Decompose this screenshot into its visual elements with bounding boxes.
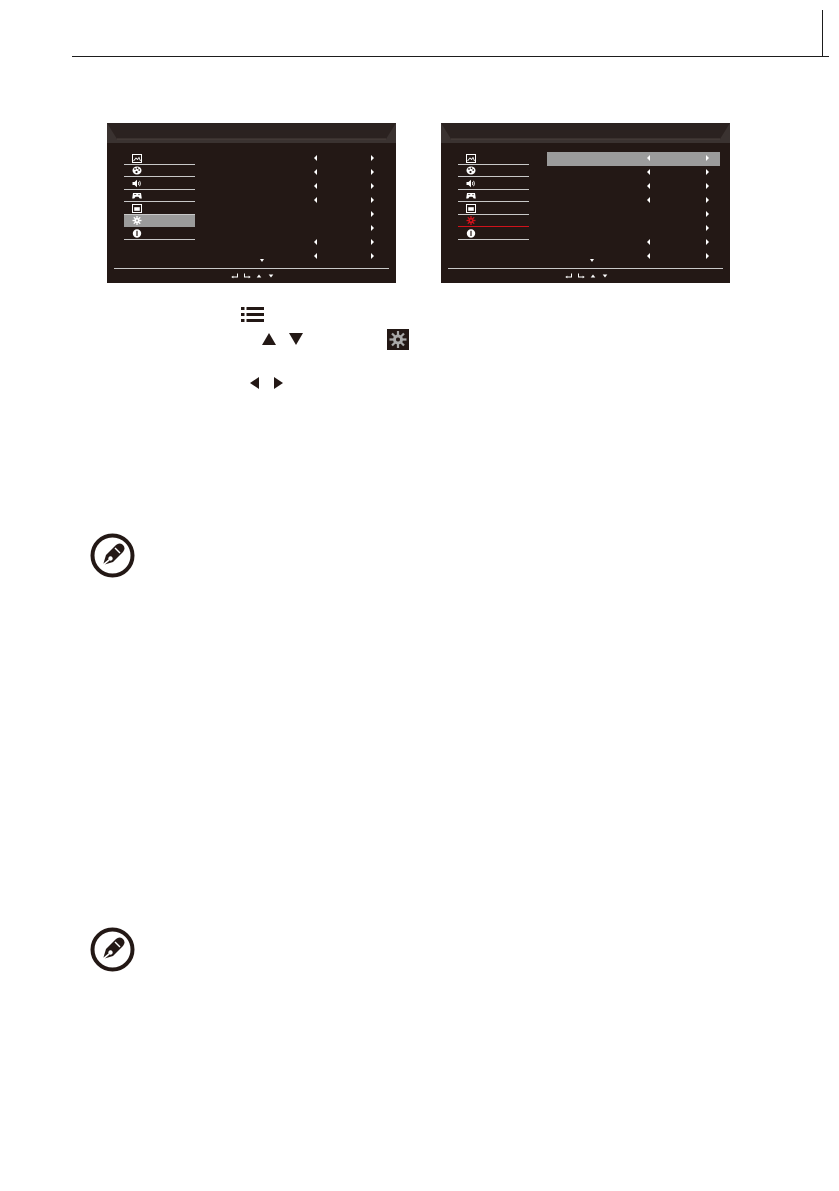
osd-footer-divider — [448, 268, 723, 269]
picture-icon — [132, 154, 142, 163]
volume-icon — [466, 179, 476, 188]
osd-row[interactable] — [302, 166, 378, 180]
up-arrow-icon — [262, 333, 276, 345]
left-arrow-icon — [314, 155, 317, 161]
info-icon — [132, 229, 142, 238]
right-arrow-icon — [371, 197, 374, 203]
osd-sidebar — [124, 152, 195, 240]
gear-icon — [466, 216, 476, 225]
sidebar-item-system-active[interactable] — [124, 215, 195, 228]
osd-footer-divider — [114, 268, 389, 269]
sidebar-item-information[interactable] — [458, 227, 529, 240]
right-arrow-icon — [706, 253, 709, 259]
down-arrow-icon — [289, 333, 303, 345]
sidebar-item-audio[interactable] — [458, 177, 529, 190]
right-arrow-icon — [706, 183, 709, 189]
enter-icon — [243, 272, 251, 280]
sidebar-item-color[interactable] — [124, 165, 195, 178]
back-icon — [565, 272, 573, 280]
osd-row[interactable] — [302, 152, 378, 166]
right-arrow-icon — [371, 155, 374, 161]
right-arrow-icon — [371, 169, 374, 175]
info-icon — [466, 229, 476, 238]
sidebar-item-osd[interactable] — [458, 202, 529, 215]
osd-row[interactable] — [302, 208, 378, 222]
right-arrow-icon — [706, 169, 709, 175]
back-icon — [231, 272, 239, 280]
osd-sidebar — [458, 152, 529, 240]
left-arrow-icon — [647, 253, 650, 259]
osd-row[interactable] — [302, 180, 378, 194]
scroll-down-icon — [260, 259, 264, 262]
left-arrow-icon — [314, 169, 317, 175]
osd-row-selected[interactable] — [547, 152, 720, 166]
osd-value-rows — [302, 152, 378, 264]
sidebar-item-picture[interactable] — [124, 152, 195, 165]
color-palette-icon — [132, 166, 142, 175]
sidebar-item-audio[interactable] — [124, 177, 195, 190]
osd-row[interactable] — [547, 250, 720, 264]
right-arrow-icon — [274, 377, 283, 389]
osd-row[interactable] — [547, 180, 720, 194]
menu-list-icon — [241, 307, 264, 322]
osd-row[interactable] — [302, 250, 378, 264]
left-arrow-icon — [647, 155, 650, 161]
right-arrow-icon — [371, 183, 374, 189]
scroll-down-icon — [590, 259, 594, 262]
left-arrow-icon — [314, 239, 317, 245]
right-arrow-icon — [706, 225, 709, 231]
osd-footer-keys — [565, 272, 609, 280]
osd-row[interactable] — [547, 166, 720, 180]
osd-row[interactable] — [547, 194, 720, 208]
screen-icon — [466, 204, 476, 213]
left-arrow-icon — [314, 183, 317, 189]
right-arrow-icon — [706, 239, 709, 245]
right-arrow-icon — [371, 225, 374, 231]
enter-icon — [577, 272, 585, 280]
right-arrow-icon — [706, 155, 709, 161]
osd-row[interactable] — [547, 236, 720, 250]
osd-value-rows — [547, 152, 720, 264]
sidebar-item-picture[interactable] — [458, 152, 529, 165]
up-icon — [255, 272, 263, 280]
down-icon — [601, 272, 609, 280]
osd-row[interactable] — [547, 208, 720, 222]
left-arrow-icon — [647, 239, 650, 245]
osd-title-bar — [107, 123, 396, 143]
gamepad-icon — [466, 191, 476, 200]
screen-icon — [132, 204, 142, 213]
right-arrow-icon — [706, 197, 709, 203]
left-arrow-icon — [314, 197, 317, 203]
left-arrow-icon — [647, 169, 650, 175]
osd-row[interactable] — [302, 236, 378, 250]
osd-row[interactable] — [302, 194, 378, 208]
gamepad-icon — [132, 191, 142, 200]
sidebar-item-gaming[interactable] — [458, 190, 529, 203]
sidebar-item-osd[interactable] — [124, 202, 195, 215]
left-arrow-icon — [647, 183, 650, 189]
osd-row[interactable] — [547, 222, 720, 236]
left-arrow-icon — [314, 253, 317, 259]
gear-icon — [132, 216, 142, 225]
osd-title-bar — [441, 123, 730, 143]
gear-icon — [387, 329, 409, 350]
right-arrow-icon — [371, 253, 374, 259]
right-arrow-icon — [371, 211, 374, 217]
color-palette-icon — [466, 166, 476, 175]
down-icon — [267, 272, 275, 280]
volume-icon — [132, 179, 142, 188]
right-arrow-icon — [706, 211, 709, 217]
sidebar-item-system-active[interactable] — [458, 215, 529, 228]
up-icon — [589, 272, 597, 280]
note-pen-icon — [90, 533, 135, 578]
sidebar-item-gaming[interactable] — [124, 190, 195, 203]
osd-row[interactable] — [302, 222, 378, 236]
osd-footer-keys — [231, 272, 275, 280]
note-pen-icon — [90, 927, 135, 972]
osd-menu-screenshot-settings-selected — [107, 123, 396, 283]
sidebar-item-color[interactable] — [458, 165, 529, 178]
osd-menu-screenshot-settings-submenu — [441, 123, 730, 283]
header-rule — [72, 56, 829, 57]
header-rule-tick — [822, 10, 823, 57]
right-arrow-icon — [371, 239, 374, 245]
sidebar-item-information[interactable] — [124, 227, 195, 240]
left-arrow-icon — [647, 197, 650, 203]
picture-icon — [466, 154, 476, 163]
left-arrow-icon — [250, 377, 259, 389]
